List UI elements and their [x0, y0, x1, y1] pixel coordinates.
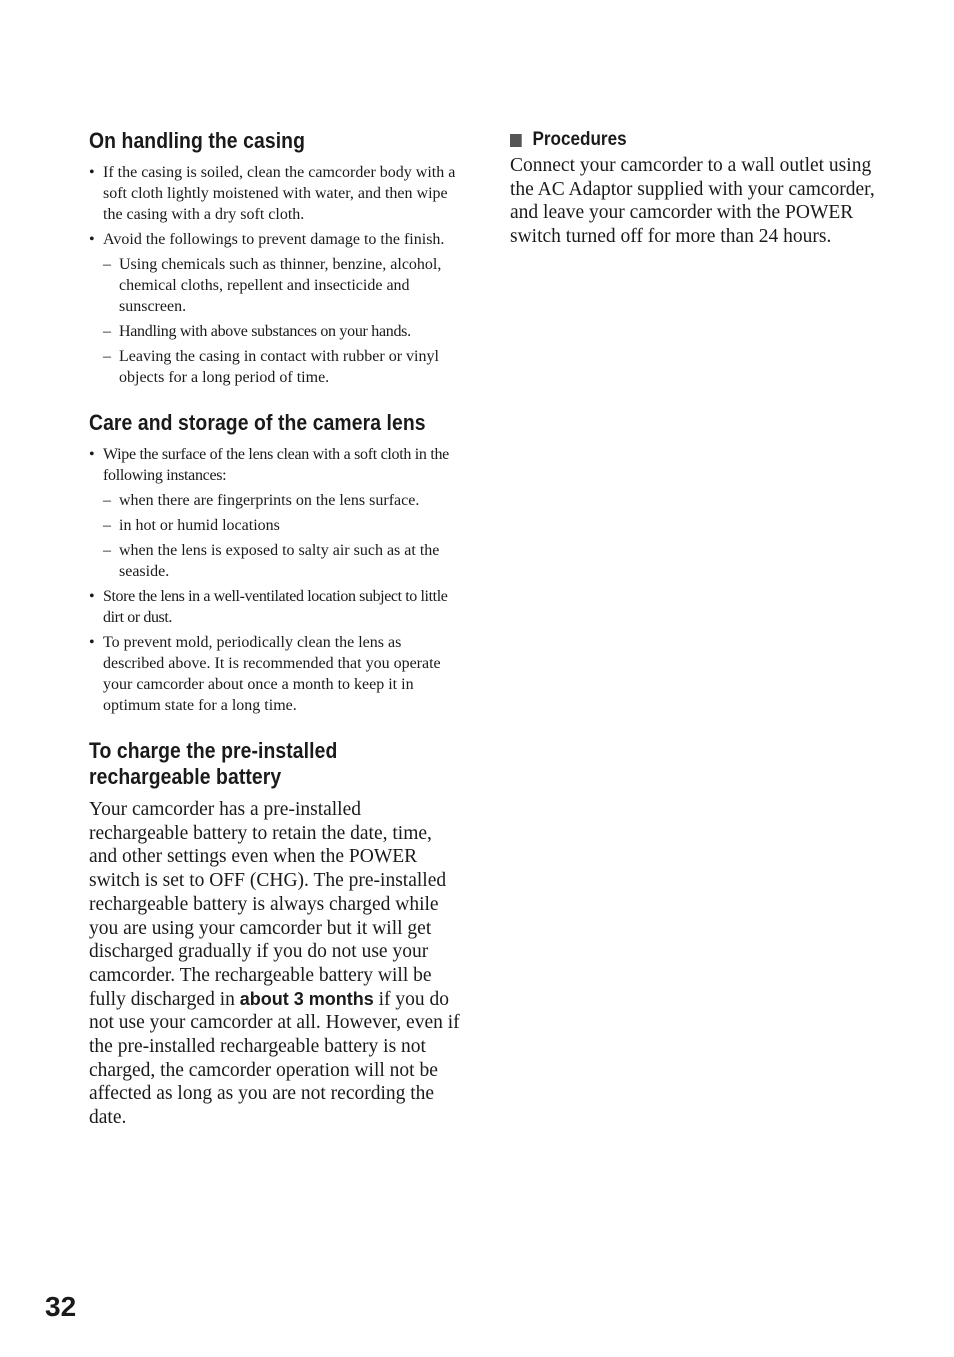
section-title-lens: Care and storage of the camera lens — [89, 410, 426, 435]
right-column — [510, 128, 882, 249]
casing-bullet-2 — [89, 229, 461, 388]
casing-dash-2: – Handling with above substances on your hands. — [89, 321, 461, 342]
lens-dash-3: – when the lens is exposed to salty air such as at the seaside. — [89, 540, 461, 582]
battery-text-before: Your camcorder has a pre-installed rechargeable battery to retain the date, time, and other settings even when the POWER switch is set to OFF (CHG). The pre-installed rechargeable battery is always charged while you are using your camcorder but it will get discharged gradually if you do not use your camcorder. The rechargeable battery will be fully discharged in — [89, 799, 447, 1010]
lens-bullet-1 — [89, 444, 461, 582]
casing-dash-3: – Leaving the casing in contact with rubber or vinyl objects for a long period of time. — [89, 346, 461, 388]
battery-text-bold: about 3 months — [239, 988, 374, 1009]
procedures-text: Connect your camcorder to a wall outlet using the AC Adaptor supplied with your camcorder, and leave your camcorder with the POWER switch turned off for more than 24 hours. — [510, 155, 875, 248]
casing-dash-list — [103, 254, 461, 388]
battery-title-line-2: rechargeable battery — [89, 764, 282, 789]
section-lens-care — [89, 410, 461, 716]
lens-bullet-3-text: To prevent mold, periodically clean the lens as described above. It is recommended that you operate your camcorder about once a month to keep it in optimum state for a long time. — [103, 634, 441, 714]
section-title-battery — [89, 738, 459, 790]
square-bullet-icon — [510, 134, 522, 147]
lens-bullet-1-text: Wipe the surface of the lens clean with a soft cloth in the following instances: — [103, 446, 449, 484]
procedures-title: Procedures — [532, 129, 627, 150]
lens-dash-2: – in hot or humid locations — [89, 515, 461, 536]
battery-paragraph — [89, 798, 461, 1130]
page-number: 32 — [45, 1291, 77, 1322]
casing-bullet-list — [89, 162, 461, 388]
lens-bullet-3 — [89, 632, 461, 716]
section-charge-battery — [89, 738, 461, 1130]
casing-bullet-1 — [89, 162, 461, 225]
procedures-heading — [510, 128, 845, 152]
casing-bullet-2-text: Avoid the followings to prevent damage to the finish. — [103, 231, 445, 248]
lens-bullet-2-text: Store the lens in a well-ventilated location subject to little dirt or dust. — [103, 588, 448, 626]
lens-bullet-list — [89, 444, 461, 716]
casing-bullet-1-text: If the casing is soiled, clean the camcorder body with a soft cloth lightly moistened with water, and then wipe the casing with a dry soft cloth. — [103, 164, 456, 223]
casing-dash-1: – Using chemicals such as thinner, benzine, alcohol, chemical cloths, repellent and insecticide and sunscreen. — [89, 254, 461, 317]
battery-text-after: if you do not use your camcorder at all. However, even if the pre-installed rechargeable battery is not charged, the camcorder operation will not be affected as long as you are not recording the date. — [89, 988, 460, 1129]
left-column — [89, 128, 461, 1152]
section-title-casing: On handling the casing — [89, 128, 305, 153]
battery-title-line-1: To charge the pre-installed — [89, 738, 338, 763]
section-handling-casing — [89, 128, 461, 388]
lens-dash-1: – when there are fingerprints on the lens surface. — [89, 490, 461, 511]
lens-dash-list — [103, 490, 461, 582]
lens-bullet-2 — [89, 586, 461, 628]
